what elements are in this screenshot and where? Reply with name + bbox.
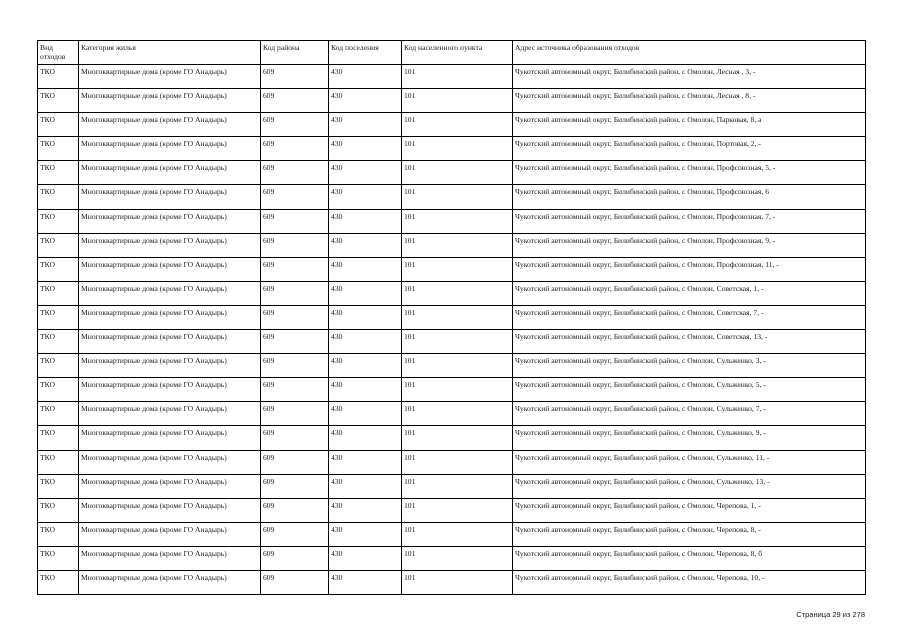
cell-waste-type: ТКО	[38, 233, 79, 257]
cell-settlement-code: 430	[329, 281, 402, 305]
cell-settlement-code: 430	[329, 161, 402, 185]
table-body	[38, 65, 866, 595]
cell-housing-category: Многоквартирные дома (кроме ГО Анадырь)	[79, 233, 261, 257]
cell-housing-category: Многоквартирные дома (кроме ГО Анадырь)	[79, 522, 261, 546]
cell-district-code: 609	[261, 113, 329, 137]
cell-district-code: 609	[261, 330, 329, 354]
waste-sources-table	[37, 40, 866, 595]
cell-waste-type: ТКО	[38, 354, 79, 378]
cell-district-code: 609	[261, 233, 329, 257]
cell-source-address: Чукотский автономный округ, Билибинский район, с Омолон, Советская, 13, -	[513, 330, 866, 354]
cell-source-address: Чукотский автономный округ, Билибинский район, с Омолон, Лесная , 3, -	[513, 65, 866, 89]
header-source-address: Адрес источника образования отходов	[513, 41, 866, 65]
cell-settlement-code: 430	[329, 113, 402, 137]
table-row	[38, 570, 866, 594]
table-row	[38, 185, 866, 209]
table-row	[38, 378, 866, 402]
cell-waste-type: ТКО	[38, 498, 79, 522]
cell-source-address: Чукотский автономный округ, Билибинский район, с Омолон, Портовая, 2, -	[513, 137, 866, 161]
table-row	[38, 233, 866, 257]
cell-waste-type: ТКО	[38, 137, 79, 161]
cell-source-address: Чукотский автономный округ, Билибинский район, с Омолон, Черепова, 8, -	[513, 522, 866, 546]
cell-waste-type: ТКО	[38, 546, 79, 570]
cell-locality-code: 101	[402, 450, 513, 474]
cell-waste-type: ТКО	[38, 450, 79, 474]
cell-district-code: 609	[261, 378, 329, 402]
cell-locality-code: 101	[402, 570, 513, 594]
header-locality-code: Код населенного пункта	[402, 41, 513, 65]
cell-district-code: 609	[261, 546, 329, 570]
cell-source-address: Чукотский автономный округ, Билибинский район, с Омолон, Сульженко, 5, -	[513, 378, 866, 402]
cell-district-code: 609	[261, 450, 329, 474]
cell-settlement-code: 430	[329, 426, 402, 450]
cell-district-code: 609	[261, 137, 329, 161]
cell-housing-category: Многоквартирные дома (кроме ГО Анадырь)	[79, 185, 261, 209]
table-row	[38, 402, 866, 426]
cell-source-address: Чукотский автономный округ, Билибинский район, с Омолон, Советская, 7, -	[513, 305, 866, 329]
cell-housing-category: Многоквартирные дома (кроме ГО Анадырь)	[79, 498, 261, 522]
cell-housing-category: Многоквартирные дома (кроме ГО Анадырь)	[79, 450, 261, 474]
table-row	[38, 137, 866, 161]
cell-housing-category: Многоквартирные дома (кроме ГО Анадырь)	[79, 137, 261, 161]
cell-settlement-code: 430	[329, 185, 402, 209]
cell-district-code: 609	[261, 474, 329, 498]
cell-waste-type: ТКО	[38, 330, 79, 354]
cell-source-address: Чукотский автономный округ, Билибинский район, с Омолон, Профсоюзная, 9, -	[513, 233, 866, 257]
cell-housing-category: Многоквартирные дома (кроме ГО Анадырь)	[79, 402, 261, 426]
table-row	[38, 330, 866, 354]
cell-housing-category: Многоквартирные дома (кроме ГО Анадырь)	[79, 113, 261, 137]
page-number: Страница 29 из 278	[796, 610, 865, 619]
cell-district-code: 609	[261, 498, 329, 522]
cell-housing-category: Многоквартирные дома (кроме ГО Анадырь)	[79, 257, 261, 281]
cell-source-address: Чукотский автономный округ, Билибинский район, с Омолон, Профсоюзная, 7, -	[513, 209, 866, 233]
cell-source-address: Чукотский автономный округ, Билибинский район, с Омолон, Парковая, 8, а	[513, 113, 866, 137]
table-row	[38, 546, 866, 570]
cell-housing-category: Многоквартирные дома (кроме ГО Анадырь)	[79, 161, 261, 185]
table-row	[38, 113, 866, 137]
cell-source-address: Чукотский автономный округ, Билибинский район, с Омолон, Сульженко, 13, -	[513, 474, 866, 498]
cell-settlement-code: 430	[329, 474, 402, 498]
cell-settlement-code: 430	[329, 330, 402, 354]
cell-district-code: 609	[261, 402, 329, 426]
cell-locality-code: 101	[402, 546, 513, 570]
cell-source-address: Чукотский автономный округ, Билибинский район, с Омолон, Сульженко, 7, -	[513, 402, 866, 426]
cell-source-address: Чукотский автономный округ, Билибинский район, с Омолон, Советская, 1, -	[513, 281, 866, 305]
cell-district-code: 609	[261, 257, 329, 281]
table-row	[38, 65, 866, 89]
cell-district-code: 609	[261, 161, 329, 185]
cell-settlement-code: 430	[329, 305, 402, 329]
cell-settlement-code: 430	[329, 137, 402, 161]
cell-settlement-code: 430	[329, 209, 402, 233]
cell-district-code: 609	[261, 305, 329, 329]
cell-locality-code: 101	[402, 185, 513, 209]
cell-waste-type: ТКО	[38, 185, 79, 209]
cell-district-code: 609	[261, 65, 329, 89]
cell-locality-code: 101	[402, 354, 513, 378]
cell-source-address: Чукотский автономный округ, Билибинский район, с Омолон, Черепова, 1, -	[513, 498, 866, 522]
table-row	[38, 522, 866, 546]
cell-source-address: Чукотский автономный округ, Билибинский район, с Омолон, Профсоюзная, 5, -	[513, 161, 866, 185]
cell-waste-type: ТКО	[38, 209, 79, 233]
cell-locality-code: 101	[402, 522, 513, 546]
cell-locality-code: 101	[402, 378, 513, 402]
cell-housing-category: Многоквартирные дома (кроме ГО Анадырь)	[79, 305, 261, 329]
cell-settlement-code: 430	[329, 402, 402, 426]
cell-district-code: 609	[261, 209, 329, 233]
cell-locality-code: 101	[402, 330, 513, 354]
cell-housing-category: Многоквартирные дома (кроме ГО Анадырь)	[79, 89, 261, 113]
cell-housing-category: Многоквартирные дома (кроме ГО Анадырь)	[79, 65, 261, 89]
table-row	[38, 305, 866, 329]
cell-housing-category: Многоквартирные дома (кроме ГО Анадырь)	[79, 474, 261, 498]
cell-housing-category: Многоквартирные дома (кроме ГО Анадырь)	[79, 570, 261, 594]
cell-district-code: 609	[261, 522, 329, 546]
cell-waste-type: ТКО	[38, 305, 79, 329]
cell-waste-type: ТКО	[38, 65, 79, 89]
cell-settlement-code: 430	[329, 378, 402, 402]
table-header	[38, 41, 866, 65]
header-waste-type: Вид отходов	[38, 41, 79, 65]
cell-district-code: 609	[261, 281, 329, 305]
cell-housing-category: Многоквартирные дома (кроме ГО Анадырь)	[79, 426, 261, 450]
cell-locality-code: 101	[402, 402, 513, 426]
cell-waste-type: ТКО	[38, 402, 79, 426]
table-row	[38, 89, 866, 113]
cell-settlement-code: 430	[329, 233, 402, 257]
cell-waste-type: ТКО	[38, 426, 79, 450]
header-district-code: Код района	[261, 41, 329, 65]
cell-district-code: 609	[261, 354, 329, 378]
cell-settlement-code: 430	[329, 522, 402, 546]
cell-waste-type: ТКО	[38, 570, 79, 594]
cell-waste-type: ТКО	[38, 89, 79, 113]
cell-locality-code: 101	[402, 113, 513, 137]
cell-district-code: 609	[261, 426, 329, 450]
table-row	[38, 257, 866, 281]
cell-settlement-code: 430	[329, 89, 402, 113]
cell-locality-code: 101	[402, 281, 513, 305]
cell-waste-type: ТКО	[38, 281, 79, 305]
cell-district-code: 609	[261, 570, 329, 594]
table-row	[38, 498, 866, 522]
cell-settlement-code: 430	[329, 498, 402, 522]
cell-housing-category: Многоквартирные дома (кроме ГО Анадырь)	[79, 378, 261, 402]
cell-source-address: Чукотский автономный округ, Билибинский район, с Омолон, Черепова, 8, б	[513, 546, 866, 570]
cell-waste-type: ТКО	[38, 161, 79, 185]
cell-source-address: Чукотский автономный округ, Билибинский район, с Омолон, Лесная , 8, -	[513, 89, 866, 113]
cell-source-address: Чукотский автономный округ, Билибинский район, с Омолон, Сульженко, 11, -	[513, 450, 866, 474]
cell-locality-code: 101	[402, 426, 513, 450]
cell-locality-code: 101	[402, 65, 513, 89]
cell-housing-category: Многоквартирные дома (кроме ГО Анадырь)	[79, 281, 261, 305]
cell-locality-code: 101	[402, 209, 513, 233]
cell-settlement-code: 430	[329, 570, 402, 594]
cell-housing-category: Многоквартирные дома (кроме ГО Анадырь)	[79, 546, 261, 570]
cell-source-address: Чукотский автономный округ, Билибинский район, с Омолон, Профсоюзная, 11, -	[513, 257, 866, 281]
cell-waste-type: ТКО	[38, 257, 79, 281]
table-row	[38, 426, 866, 450]
header-settlement-code: Код поселения	[329, 41, 402, 65]
cell-settlement-code: 430	[329, 450, 402, 474]
cell-district-code: 609	[261, 89, 329, 113]
cell-locality-code: 101	[402, 305, 513, 329]
cell-waste-type: ТКО	[38, 378, 79, 402]
table-row	[38, 161, 866, 185]
cell-locality-code: 101	[402, 161, 513, 185]
cell-housing-category: Многоквартирные дома (кроме ГО Анадырь)	[79, 330, 261, 354]
cell-housing-category: Многоквартирные дома (кроме ГО Анадырь)	[79, 209, 261, 233]
cell-source-address: Чукотский автономный округ, Билибинский район, с Омолон, Сульженко, 3, -	[513, 354, 866, 378]
cell-settlement-code: 430	[329, 354, 402, 378]
cell-district-code: 609	[261, 185, 329, 209]
table-row	[38, 209, 866, 233]
cell-waste-type: ТКО	[38, 113, 79, 137]
cell-source-address: Чукотский автономный округ, Билибинский район, с Омолон, Профсоюзная, 6	[513, 185, 866, 209]
cell-settlement-code: 430	[329, 546, 402, 570]
table-row	[38, 474, 866, 498]
cell-locality-code: 101	[402, 498, 513, 522]
cell-source-address: Чукотский автономный округ, Билибинский район, с Омолон, Сульженко, 9, -	[513, 426, 866, 450]
cell-waste-type: ТКО	[38, 522, 79, 546]
cell-settlement-code: 430	[329, 257, 402, 281]
table-header-row	[38, 41, 866, 65]
table-row	[38, 354, 866, 378]
cell-locality-code: 101	[402, 137, 513, 161]
cell-locality-code: 101	[402, 89, 513, 113]
cell-waste-type: ТКО	[38, 474, 79, 498]
cell-housing-category: Многоквартирные дома (кроме ГО Анадырь)	[79, 354, 261, 378]
table-row	[38, 450, 866, 474]
header-housing-category: Категория жилья	[79, 41, 261, 65]
cell-locality-code: 101	[402, 257, 513, 281]
cell-locality-code: 101	[402, 474, 513, 498]
cell-source-address: Чукотский автономный округ, Билибинский район, с Омолон, Черепова, 10, -	[513, 570, 866, 594]
cell-locality-code: 101	[402, 233, 513, 257]
cell-settlement-code: 430	[329, 65, 402, 89]
table-row	[38, 281, 866, 305]
